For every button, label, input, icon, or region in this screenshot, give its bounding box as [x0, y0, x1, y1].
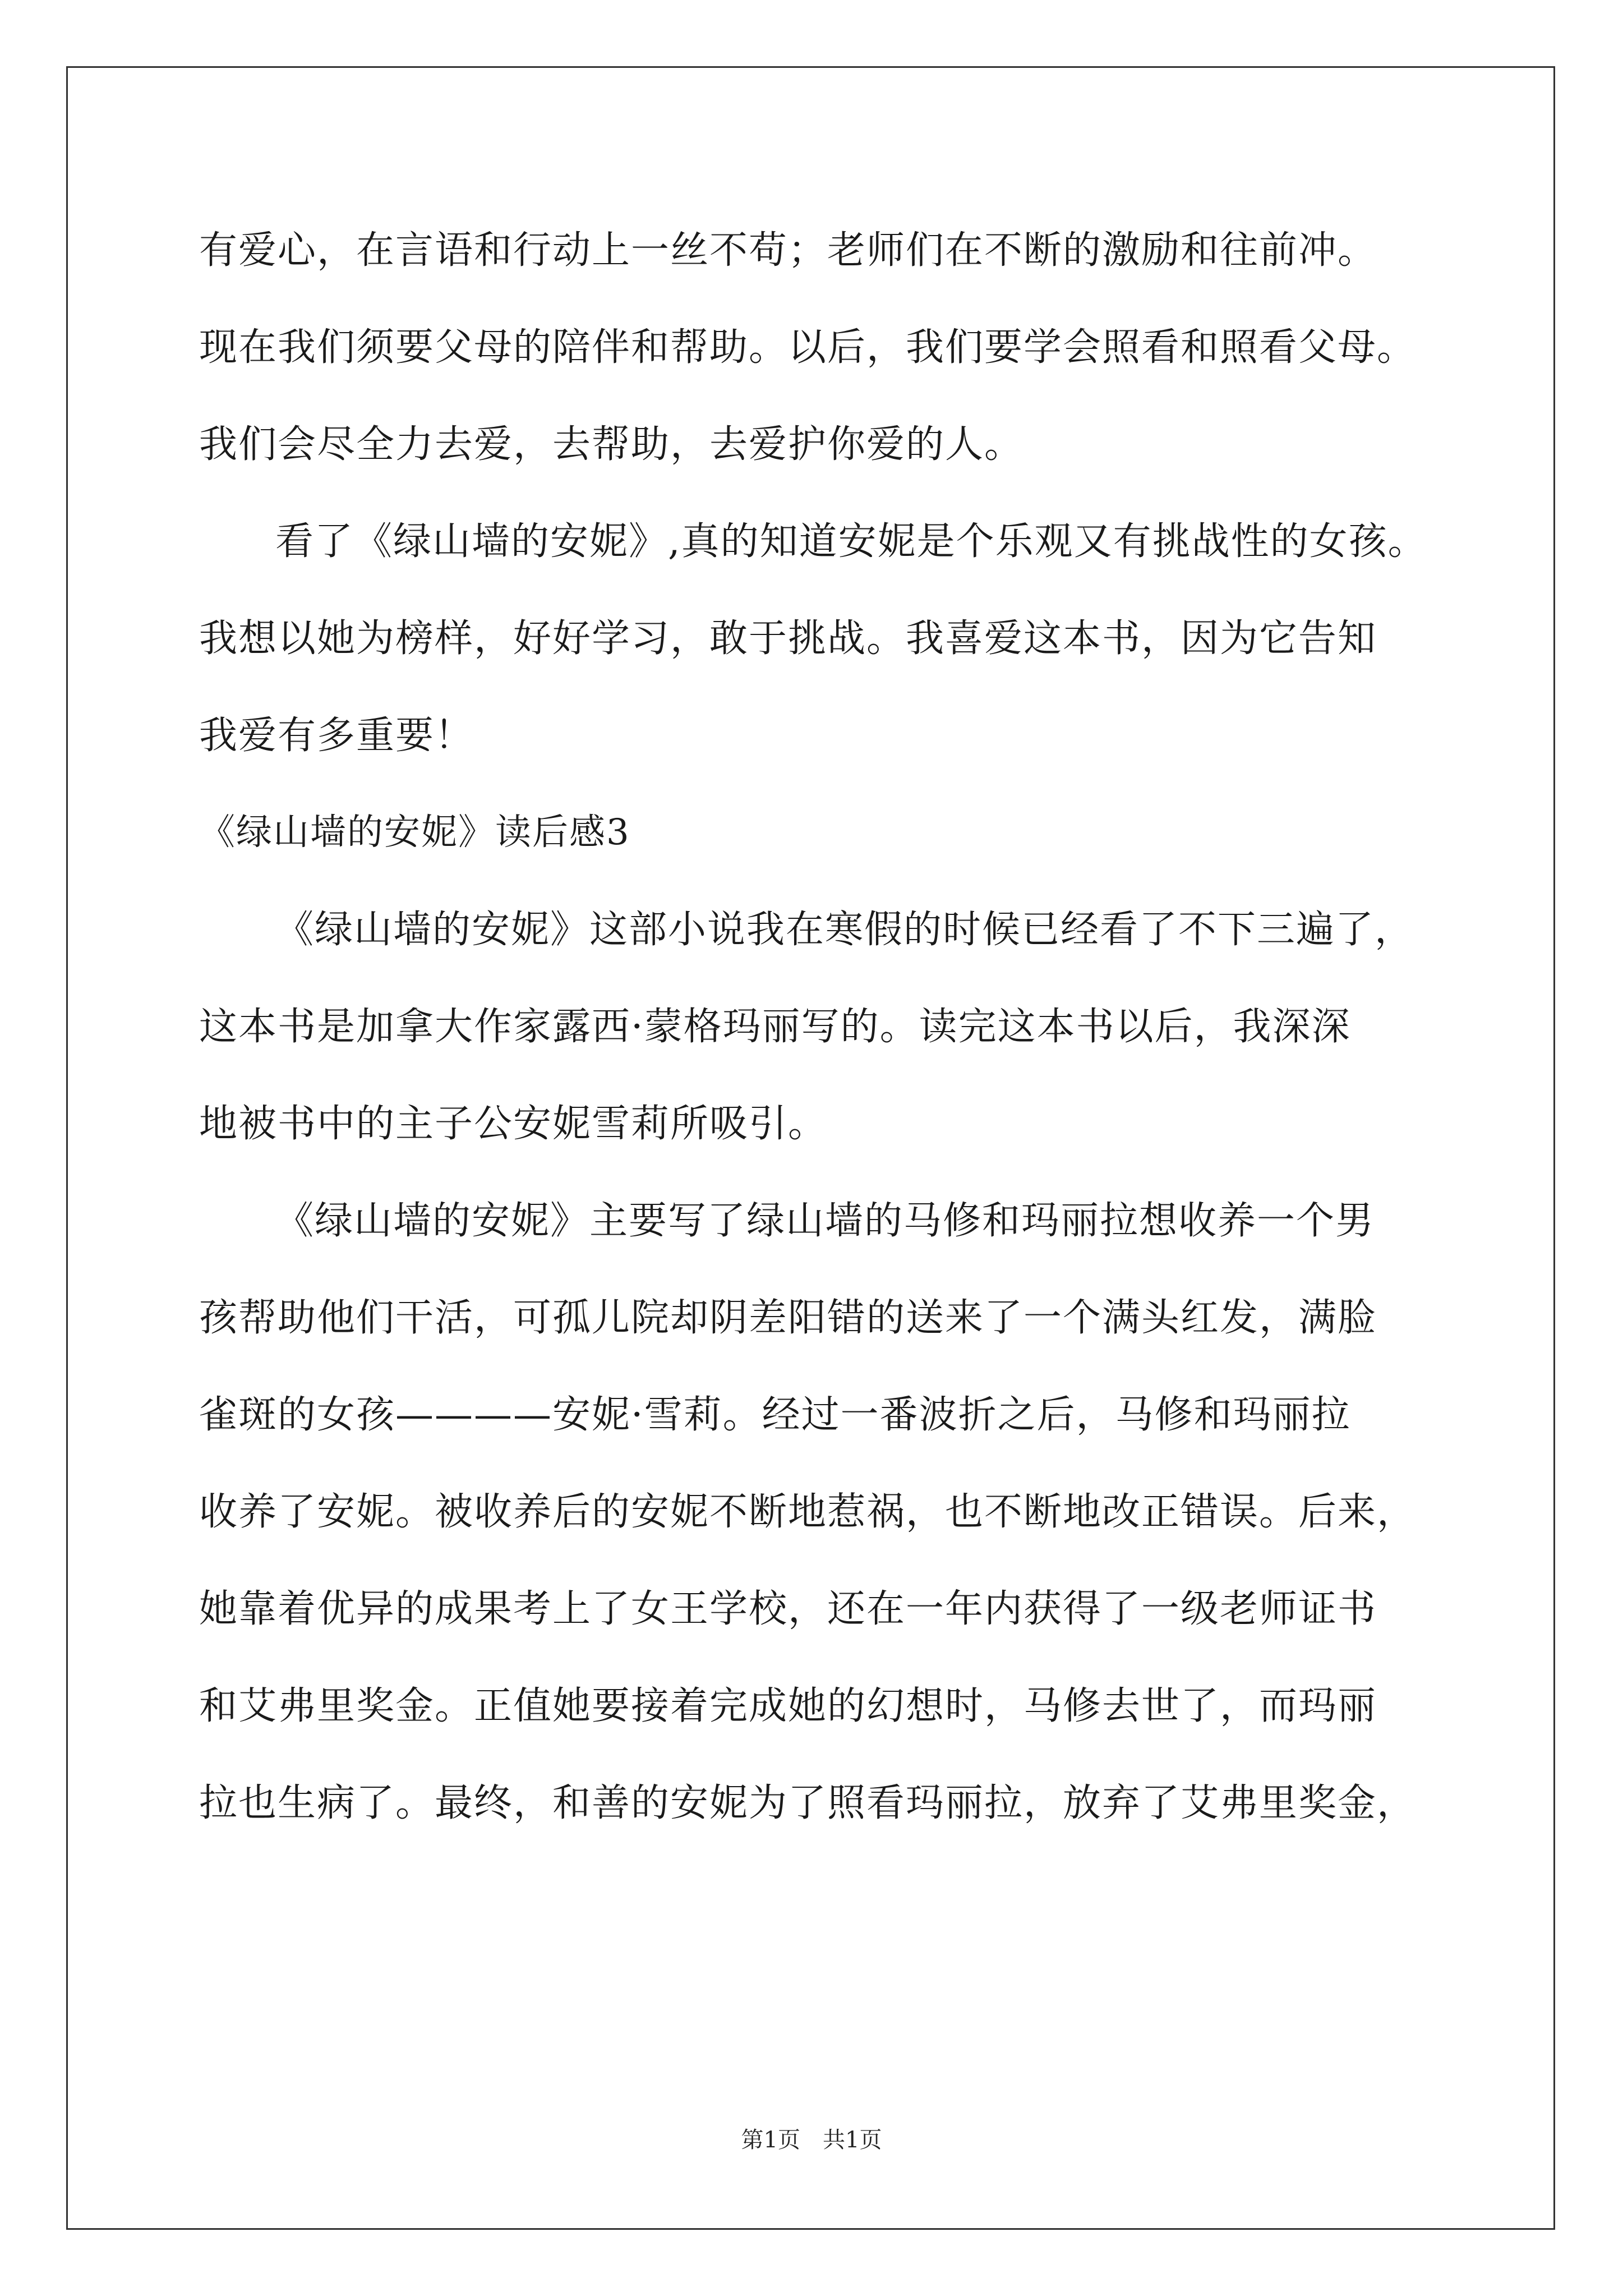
paragraph-start-line: 《绿山墙的安妮》主要写了绿山墙的马修和玛丽拉想收养一个男	[275, 1199, 1375, 1243]
paragraph-start-line: 看了《绿山墙的安妮》,真的知道安妮是个乐观又有挑战性的女孩。	[275, 519, 1427, 564]
text-line: 她靠着优异的成果考上了女王学校，还在一年内获得了一级老师证书	[199, 1587, 1377, 1631]
text-line: 地被书中的主子公安妮雪莉所吸引。	[199, 1102, 828, 1146]
text-line: 有爱心，在言语和行动上一丝不苟；老师们在不断的激励和往前冲。	[199, 228, 1377, 273]
document-body	[199, 202, 1455, 1852]
page-footer: 第1页 共1页	[741, 2127, 882, 2153]
paragraph-start-line: 《绿山墙的安妮》这部小说我在寒假的时候已经看了不下三遍了，	[275, 908, 1414, 952]
text-line: 雀斑的女孩————安妮·雪莉。经过一番波折之后，马修和玛丽拉	[199, 1393, 1351, 1437]
text-line: 我想以她为榜样，好好学习，敢于挑战。我喜爱这本书，因为它告知	[199, 616, 1377, 661]
text-line: 和艾弗里奖金。正值她要接着完成她的幻想时，马修去世了，而玛丽	[199, 1684, 1377, 1728]
text-line: 我们会尽全力去爱，去帮助，去爱护你爱的人。	[199, 422, 1024, 467]
text-line: 收养了安妮。被收养后的安妮不断地惹祸，也不断地改正错误。后来，	[199, 1490, 1417, 1534]
section-heading: 《绿山墙的安妮》读后感3	[199, 812, 630, 853]
text-line: 孩帮助他们干活，可孤儿院却阴差阳错的送来了一个满头红发，满脸	[199, 1296, 1377, 1340]
text-line: 这本书是加拿大作家露西·蒙格玛丽写的。读完这本书以后，我深深	[199, 1005, 1351, 1049]
text-line: 我爱有多重要！	[199, 714, 474, 758]
text-line: 拉也生病了。最终，和善的安妮为了照看玛丽拉，放弃了艾弗里奖金，	[199, 1781, 1417, 1825]
text-line: 现在我们须要父母的陪伴和帮助。以后，我们要学会照看和照看父母。	[199, 325, 1417, 370]
